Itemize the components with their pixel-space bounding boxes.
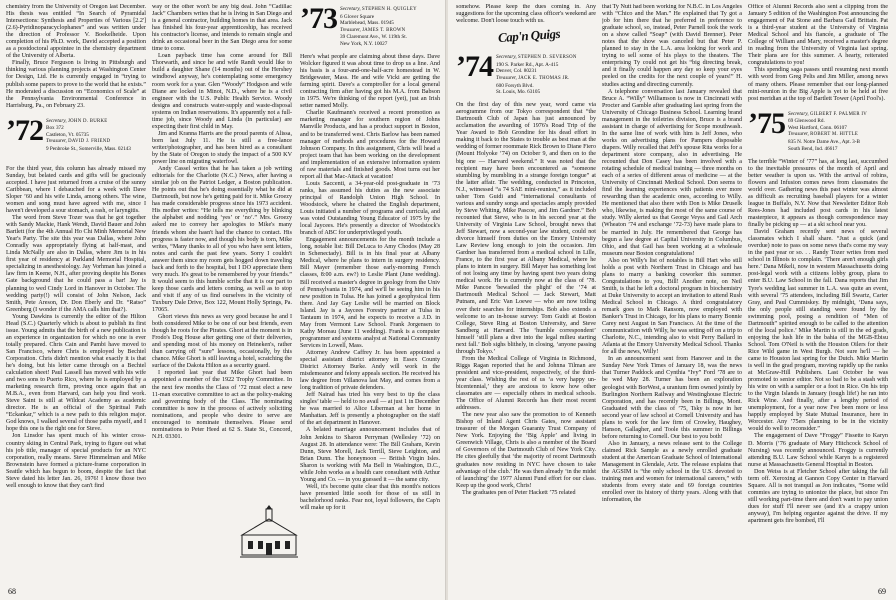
column-4	[456, 4, 596, 497]
secretary-address-1: 6 Glover Square	[340, 13, 374, 20]
treasurer-address-1: 835 N. Notre Dame Ave., Apt. 3-B	[788, 139, 860, 146]
treasurer-address-2: New York, N.Y. 10027	[340, 40, 388, 47]
paragraph: The word from Steve Tozer was that he got together with Sandy Mackie, Hank Wendt, David Bauer and John Bartlett (for the 4th Annual Ho Chi Minh Memorial New Year's Party. The site this year was Dallas, where John Conradly was appropriately flying at half-mast, and Linda McNally are also in Dallas, where Jim is in his first year of residency at Parkland Memorial Hospital, specializing in anesthesiology. Jay Vorhman has joined a law firm in Keene, N.H., after proving despite his Bones Gate background that he could pass a bar! Jay is planning to wed Cindy Lord in Hanover in October. The wedding party(!) will consist of John Nelson, Jack Smith, Pete Areson, Dr. Don Eberly and Dr. “Ratso” Greenberg (I wonder if the AMA calls him that?).	[6, 215, 146, 313]
secretary-label: Secretary,	[788, 110, 809, 117]
paragraph: chemistry from the University of Oregon last December. His thesis was entitled “In Search of Pyramidal Intersections: Synthesis and Properties of Various [2.2'] (2.6)-Pyridinoparacyclophanes” and was written under the direction of Professor V. Boekelheide. Upon completion of his Ph.D. work, David accepted a position as a postdoctoral appointee in the chemistry department of the University of Alberta.	[6, 4, 146, 60]
paragraph: Jeff Nairad has tried his very best to tip the class singles’ table — held to no avail — at just 1 in December he was married to Alice Liberman at her home in Manhattan. Jeff is presently a photographer on the staff of the art department in Hanover.	[300, 392, 440, 427]
treasurer-label: Treasurer,	[340, 26, 361, 33]
paragraph: This spending saga passes until resuming next month with word from Greg Pelts and Jim Miller, among news of many others. Please remember that our long-planned mini-reunion in the Big Apple is yet to be held at five post meridian at the top of Bartlett Tower (April Fool's).	[748, 67, 888, 102]
paragraph: Well, it's become quite clear that this month's notices have presented little sooth for those of us still in bachelorhood ranks. Fear not, loyal followers, the Cap'n will make up for it	[300, 483, 440, 511]
treasurer-label: Treasurer,	[46, 138, 67, 145]
paragraph: Don Weiss is at Fletcher School after taking the fall term off. Xeroxing at Gannon Copy Center in Harvard Square. All is not tranquil as Jon indicates, “Some wild commies are trying to unionize the place, but since I'm still working part-time there and don't want to pay union dues for stuff I'll never see (and it's a crappy union anyway), I'm helping organize against the drive. If my apartment gets fire bombed, I'll	[748, 468, 888, 525]
paragraph: On the first day of this new year, word came via aerogramme from our Tokyo correspondent that “the Dartmouth Club of Japan has just announced by acclamation the awarding of 1976's Road Trip of the Year Award to Bob Grondine for his dead effort in making it back to the States to trouble as best man at the wedding of former roommate Rick Brown to Diane Fiero (Mount Holyoke ’74) on October 9, and then on to the big one — Harvard weekend.” It was noted that the recipient may have been encountered as “someone stumbling by mumbling in a strange foreign tongue” at the latter affair. The wedding, conducted in Princeton, N.J., witnessed “a 74 SAE mini-reunion,” as it included usher Tom Guidi and “international consultants of various and sundry songs and spectacles amply provided by Steve Whiting, Mike Pascoe, and Jim Gardner.” Bob recounted that Steve, who is in his second year at the University of Virginia Law School, brought news that Jeff Stewart, now a second-year law student, could not divorce himself from duties on the Emory University Law Review long enough to join the occasion. Jim Gardner has transferred from a medical school in Lille, France, to the first year at Albany Medical, where he plans to intern in surgery. Bill Mayer has something lost of not losing any time by having spent two years doing medical work. He is currently now at the class of ’78. Mike Pancoe 'bewailed the plight' of the ’74 at Dartmouth Medical School — Jack Stewart, Matt Putnam, and Eric Van Loewe — who are now toiling over their searches for internships. Bob also extends a welcome to an in-house survey: Tom Guidi at Boston College, Steve Ring at Boston University, and Steve Sandberg at Harvard. The ‘humble correspondent’ himself ‘still plans a dive into the legal milieu starting next fall.’ Bob sighs blithely, in closing, ‘anyone passing through Tokyo.’	[456, 102, 596, 355]
treasurer-address-2: South Bend, Ind. 46617	[788, 145, 838, 152]
treasurer-label: Treasurer,	[788, 131, 809, 138]
treasurer-address-1: 600 Forsyth Blvd.	[496, 82, 534, 89]
column-3	[300, 4, 440, 512]
paragraph: In an announcement sent from Hanover and in the Sunday New York Times of January 18, was the news that Turner Paddock and Cynthia “Ivy” Ford ’78 are to be wed May 28. Turner has been an exploration geologist with BorWest, a uranium firm owned jointly by Burlington Northern Railway and Westinghouse Electric Corporation, and has recently been in Billings, Mont. Graduated with the class of ’75, Tsky is now in her second year of law school at Cornell University and has plans to work for the law firm of Crowley, Haughey, Hanson, Gallagher, and Toole this summer in Billings before returning to Cornell. Our best to you both!	[602, 356, 742, 440]
secretary-block	[496, 54, 577, 96]
right-page	[448, 0, 896, 600]
signature: Cap'n Quigs	[497, 25, 561, 46]
treasurer-name: JAMES T. BROWN	[362, 27, 406, 33]
paragraph: I reported last year that Mike Ghort had been appointed a member of the 1922 Trophy Committee. In the next few months the Class of ’72 must elect a new 11-man executive committee to act as the policy-making and governing body of the Class. The nominating committee is now in the process of actively soliciting nominations, and people who desire to serve are encouraged to nominate themselves. Please send nominations to Peter Heed at 62 S. State St., Concord, N.H. 03301.	[152, 370, 292, 440]
secretary-name: JOHN D. BURKE	[68, 118, 108, 124]
paragraph: Charlie Kaufmann's received a recent promotion as marketing manager for southern region of Johns Manville Products, and has a product support in Boston, and to be transferred west. Chris Barlow has been named manager of methods and procedures for the Howard Johnson Company. In this assignment, Chris will head a project team that has been working on the development and implementation of an extensive information system of raw materials and finished goods. Most turns out her report all that Mac-Attack at vacation!	[300, 110, 440, 180]
class-header-73	[300, 4, 440, 48]
paragraph: Young Dawkins is currently the editor of the Hilton Head (S.C.) Quarterly which is about to publish its first issue. Young admits that the birth of a new publication is an experience in organization for which no one is ever totally prepared. Chris Cain and Pambi have moved to San Francisco, where Chris is employed by Bechtel Corporation. Chris didn't mention what exactly it is that he's doing, but his letter came through on a Bechtel calculation sheet! Paul Lassell has moved with his wife and two sons to Puerto Rico, where he is employed by a marketing research firm, proving once again that an M.B.A., even from Harvard, can help you find work. Steve Saint is still at Wildcat Academy as academic director. He is an official of the Spiritual Path “Eckankar,” which is a new path to this religion major. God knows, I walked several of those paths myself, and I hope this one is the right one for Steve.	[6, 313, 146, 433]
paragraph: that Ty Nutt had been working for N.B.C. in Los Angeles with “Chico and the Man.” He explained that Ty got a job for him there that he preferred in preference to graduate school, so, instead, Peter Parnell took the work on a show called “Soap” (with David Brenner). Peter notes that the show was canceled but that Peter P. planned to stay in the L.A. area looking for work and trying to sell some of his plays to the theaters. The enterprising Ty could not get his “big directing break, and it finally could happen any day so keep your eyes peeled on the credits for the next couple of years!” H. studies acting and directing currently.	[602, 4, 742, 88]
secretary-block	[340, 6, 417, 48]
paragraph: Ghort views this news as very good because he and I both considered Mike to be one of our best friends, even though he roots for the Pirates. Ghort at the moment is in Frodo's Dog House after getting one of their deliveries, and spending most of his money on Heineken's, rather than carrying off “sure” lessons, occasionally, by this chance. Mike Ghort is still leaving a hotel, scratching the surface of the Dakota Hilton as a security guard.	[152, 314, 292, 370]
treasurer-address: 9 Penbroke St., Somerville, Mass. 02143	[46, 146, 131, 153]
treasurer-address-2: St. Louis, Mo. 63105	[496, 89, 541, 96]
secretary-label: Secretary,	[46, 117, 67, 124]
secretary-address-1: 190 S. Parker Rd., Apt. A-415	[496, 61, 559, 68]
class-year: ’75	[748, 106, 785, 140]
secretary-address-1: 69 Glenwood Rd.	[788, 118, 825, 125]
paragraph: The graduates pen of Peter Hackett ’75 related	[462, 489, 576, 496]
secretary-address-2: Denver, Col. 80231	[496, 68, 537, 75]
paragraph: Also in January, a news release sent to the College claimed Rick Sample as a newly enrolled graduate student at the American Graduate School of International Management in Glendale, Ariz. The release explains that the AGSIM is “the only school in the U.S. devoted to training men and women for international careers,” with students from every state and 69 foreign countries enrolled over its history of thirty years. Along with that information, the	[602, 440, 742, 504]
paragraph: The engagement of Dave “Froggy” Fissette to Karyn D. Morris (’76 graduate of Mary Hitchcock School of Nursing) was recently announced. Froggy is currently attending B.U. Law School while Karyn is a registered nurse at Massachusetts General Hospital in Boston.	[748, 433, 888, 468]
secretary-label: Secretary,	[496, 54, 517, 61]
paragraph: A belated marriage announcement includes that of John Jenkins to Sharon Perryman (Wellesley ’72) on August 28. In attendance were: The Bill Graham, Kevin Dunn, Steve Morell, Jack Terrill, Steve Leighton, and Brian Dunn. The honeymoon — British Virgin Isles. Sharon is working with Ma Bell in Washington, D.C., while John works as a health care consultant with Arthur Young and Co. — in you guessed it — the same city.	[300, 427, 440, 483]
secretary-block	[788, 111, 867, 153]
treasurer-address-1: 39 Claremont Ave., W. 119th St.	[340, 34, 408, 41]
class-year: ’72	[6, 113, 43, 147]
page-number: 69	[878, 587, 886, 596]
paragraph: From the Medical College of Virginia in Richmond, Riggs Ragan reported that he and Johnna Tilman are president and vice-president, respectively, of the third-year class. Wishing the rest of us ‘a very happy un-bicentennial,’ they are anxious to know how other classmates are — especially others in medical schools. The Office of Alumni Records has their most recent addresses.	[456, 355, 596, 412]
paragraph: Attorney Andrew Caffrey Jr. has been appointed a special assistant district attorney in Essex County District Attorney Burke. Andy will work in the misdemeanor and felony appeals section. He received his law degree from Villanova last May, and comes from a long tradition of private defenders.	[300, 349, 440, 392]
column-5	[602, 4, 742, 504]
secretary-name: STEPHEN H. QUIGLEY	[362, 7, 417, 12]
secretary-address-1: Box 372	[46, 125, 64, 132]
class-header-75	[748, 106, 888, 153]
class-header-72	[6, 113, 146, 160]
paragraph: Also on Willy's list of notables is Bill Hart who still holds a post with Northern Trust in Chicago and has plans to marry a banking coworker this summer. Congratulations to you, Bill! Another note, on Neil Smith, is that he left a doctoral program in biochemistry at Duke University to accept an invitation to attend Rush Medical School in Chicago. A third congratulatory remark goes to Mark Ransom, now employed with Banker's Trust in Chicago, for his plans to marry Bonnie Carey next August in San Francisco. At the time of the communication with Willy, he was setting off on a trip to Charlotte, N.C., intending also to visit Perry Ballard in Atlanta at the Emory University Medical School. Thanks for all the news, Willy!	[602, 257, 742, 356]
paragraph: Andy Cassel writes that he has taken a job writing editorials for the Charlotte (N.C.) News, after having a similar job on the Patriot Ledger, a Boston publication. He points out that he's doing essentially what he did at Dartmouth, but now he's getting paid for it. Mike Groezy has made considerable progress since his 1973 accident. His mother writes: “He tells me everything by blinking the alphabet and nodding ‘yes’ or ‘no’.” Mrs. Groezy asked me to convey her apologies to Mike's many friends whom she hasn't had the chance to contact. His progress is faster now, and though his body is torn, Mike writes, “Many thanks to all of you who have sent letters, notes and cards the past few years. Sorry I couldn't answer them since my room gets hogged down traveling back and forth to the hospital, but I DO appreciate them very much. It's great to be remembered by your friends.” It would seem to this humble scribe that it is our part to keep those cards and letters coming, as well as to stop and visit if any of us find ourselves in the vicinity of Tuxbury Dale Drive, Box 122, Mount Holly Springs, Pa. 17065.	[152, 166, 292, 314]
secretary-name: GILBERT F. PALMER IV	[810, 111, 868, 117]
paragraph: way or the other won't be any big deal. John “Cadillac Jack” Chambers writes that he is living in San Diego and is a general contractor, building homes in that area. Jack has finished his four-year apprenticeship, has received his contractor's license, and intends to remain single and drink an occasional beer in the San Diego area for some time to come.	[152, 4, 292, 53]
paragraph: Finally, Bruce Ferguson is living in Pittsburgh and thinking various planning projects at Washington Center for Design, Ltd. He is currently engaged in “trying to publish some papers to prove to the world that he exists.” He moderated a discussion on “Economics of Scale” at the Pennsylvania Environmental Conference in Harrisburg, Pa., on February 23.	[6, 60, 146, 109]
paragraph: Jim and Kranna Harris are the proud parents of Alissa, born last July 11. He is still a free-lance writer/photographer, and has been hired as a consultant by the State of Oregon to study the impact of a 500 KV power line on migrating waterfowl.	[152, 130, 292, 166]
class-year: ’73	[300, 4, 337, 35]
secretary-address-2: West Hartford, Conn. 06107	[788, 124, 847, 131]
paragraph: The new year also saw the promotion to of Kenneth Bishop of Inland Agent Chris Gates, now assistant treasurer of the Morgan Guaranty Trust Company of New York. Enjoying the ‘Big Apple’ and living in Greenwich Village, Chris is also a member of the Board of Governors of the Dartmouth Club of New York City. He cites gleefully that ‘the majority of recent Dartmouth graduates now residing in NYC have chosen to take advantage of the club.’ He was then already ‘in the midst of launching’ the 1977 Alumni Fund effort for our class. Keep up the good work, Chris!	[456, 412, 596, 489]
paragraph: Jon Linsdor has spent much of his winter cross-country skiing in Central Park, trying to figure out what his job title, manager of special products for an NYC corporation, really means. Steve Himmelman and Mike Brownstein have formed a picture-frame corporation in Seattle which has begun to boom, despite the fact that Steve dated his letter Jan. 26, 1976! I know those two well enough to know that they can't find	[6, 433, 146, 489]
paragraph: somehow. Please keep the dues coming in. Any suggestions for the upcoming class officer's weekend are welcome. Don't loose touch with us.	[456, 4, 596, 25]
column-6	[748, 4, 888, 525]
paragraph: Louis Saccenti, a 34-year-old post-graduate in ’73 ranks, has assumed his duties as the new associate principal of Randolph Union High School. In Woodstock, where he chaired the English department, Louis initiated a number of programs and curricula, and was voted Outstanding Young Educator of 1975 by the local Jaycees. He's presently a director of Woodstock's branch of ABC for underprivileged youth.	[300, 180, 440, 237]
left-page	[0, 0, 446, 600]
secretary-block	[46, 118, 131, 153]
secretary-label: Secretary,	[340, 6, 361, 12]
secretary-address-2: Castleton, Vt. 05735	[46, 131, 89, 138]
paragraph: Here's what people are claiming about these days. Dave Wolcker figured it was about time to drop us a line. And his basis is a four-and-one-half-acre homestead in W. Bridgewater, Mass. He and wife Vicki are getting the farming spirit. Dave's a comptroller for a local general contracting firm after having got his M.A. from Babson in 1975. We're thinking of the report (yet), just an Irish setter named Molly.	[300, 54, 440, 110]
paragraph: The terrible “Winter of ’77” has, at long last, succumbed to the inevitable pressures of the month of April and better weather is upon us. With the arrival of robins, flowers and Infusion comes news from classmates the world over. Gathering news this past winter was almost as difficult as recruiting baseball players for a winter league in Buffalo, N.Y. Now that Newsletter Editor Rob Rees-Jones had included post cards in his latest masterpiece, it appears as though correspondence may finally be picking up — at a ski school near you.	[748, 158, 888, 229]
class-header-74	[456, 52, 596, 96]
paragraph: David Graham recently sent news of several classmates which I shall share. “Just a quick (and overdue) note to pass on some news that's come my way in the past year or so. . . Randy Tozer writes from med school in Illinois to complain. ‘There aren't enough girls here.’ Dana Mikeli, now in western Massachusetts doing post-legal work with a citizens lobby group, plans to enter B.U. Law School in the fall. Dana reports that Jim Tyre's wedding last summer in L.A. was quite an event, with several ’75 attendees, including Bill Swartz, Carter Gray, and Paul Cummiskey. By midnight, ‘Dana says, the only people still standing were found by the swimming pool, posing a rendition of “Men of Dartmouth” spirited enough to be called to the attention of the local police.’ Mike Martin is still in the ed grads, enjoying the lush life in the bahia of the MGB-Ebisu School. Tom O'Neil is with the Houston Oilers for their Rice Wild game in West Burgh. Not sure he'll — he came to Houston last spring for the Dutch. Mike Martin is well in the grad program, moving rapidly up the ranks at McGraw-Hill Publishers. Last October he was promoted to senior editor. Not so bad to be a stash with his wire on with a sampler or a foot in Rice. On his trip to the Virgin Islands in January (tough life!) he ran into Rick Wine. And finally, after a lengthy period of unemployment, for a year now I've been more or less happily employed by State Mutual Insurance, here in Worcester. Any ’75ers planning to be in the vicinity would do well to reconsider.”	[748, 229, 888, 433]
paragraph: For the third year, this column has already missed my Sunday, but belated cards and gifts will be graciously accepted. I have just returned from a cruise of the sunny Caribbean, where I debauched for a week with Dave Sloper ’60 and his wife Linda, among others. The wine, women and song must have agreed with me, since I haven't developed a sour stomach, a rash, or laryngitis.	[6, 165, 146, 214]
paragraph: Office of Alumni Records also sent a clipping from the January 5 edition of the Washington Post announcing the engagement of Pat Stone and Barbara Gail Brittain. Pat is a third-year student at the University of Virginia Medical School and his fiancée, a graduate of The College of William and Mary, received a master's degree in reading from the University of Virginia last spring. Their plans are for this summer. A hearty, reiterated congratulations to you!	[748, 4, 888, 67]
secretary-address-2: Marblehead, Mass. 01945	[340, 20, 394, 27]
secretary-name: STEPHEN D. SEVERSON	[518, 55, 577, 61]
treasurer-name: ROBERT M. HITTLE	[810, 132, 859, 138]
paragraph: Loan payback time has come around for Bill Thorwarth, and since he and wife Randi would like to build a daughter Shane (14 months) out of the Hershey windbowl anyway, he's contemplating some emergency room work for a year. Glen “Woody” Hodgson and wife Diane are locked in Minot, N.D., where he is a civil engineer with the U.S. Public Health Service. Woody designs and constructs water-supply and waste-disposal systems on Indian reservations. It's apparently not a full-time job, since Woody and Linda (in particular) are expecting their first child in May.	[152, 53, 292, 130]
building-illustration	[240, 505, 298, 559]
paragraph: Engagement announcements for the month include a long, notable list: Bill DeLuca to Amy Chodos (May 28 in Schenectady). Bill is in his final year at Albany Medical, where he plans to intern in surgery residency. Bill Mayer (remember those early-morning French classes, 8:00 a.m. ew?) to Leslie Plant (June wedding). Bill received a master's degree in geology from the Univ of Pennsylvania in 1974, and we'll be seeing him in his new position in Tulsa. He has joined a geophysical firm there. And Jay Gay Leslie will be married on Block Island. Jay is a Jaycees Forestry partner at Tulsa in Tantaum in 1974, and he expects to receive a J.D. in May from Vermont Law School. Frank Jorgensen to Kathy Moreau (June 11 wedding). Frank is a computer programmer and systems analyst at National Community Services in Lowell, Mass.	[300, 237, 440, 349]
treasurer-label: Treasurer,	[496, 74, 517, 81]
paragraph: A telephone conversation last January revealed that Bruce A. “Willy” Williamson is now in Cincinnati with Procter and Gamble after graduating last spring from the University of Chicago Business School. Learning brand management in the toiletries division, Bruce is a brand assistant in charge of advertising for Scope mouthwash. In the same line of work with him is Jeff Jones, who works on advertising plans for Pampers disposable diapers. Willy recalled that Jeff's spouse Rita works for a department store company, also in advertising. He recounted that Don Casey has been involved with a rotating schedule of medical training — three months on each of a series of different areas of medicine — at the University of Cincinnati Medical School. Don seems to find the learning experiences with patients ever more rewarding than the academic ones, according to Willy. He mentioned that also there with Don is Mike Druselk who, likewise, is making the most of the same course of study. Willy alerted us that George Veyss and Gail Arch (Wheaton ’74 and exchange ’72-73) have made plans to be married in July. He remembered that George has begun a law degree at Capital University in Columbus, Ohio, and that Gail has been working at a wholesale museum near Boston congratulations!	[602, 88, 742, 257]
treasurer-name: DAVID J. FRIEND	[68, 139, 111, 145]
column-2	[152, 4, 292, 504]
column-1	[6, 4, 146, 490]
treasurer-name: JACK E. THOMAS JR.	[518, 75, 570, 81]
page-number: 68	[8, 587, 16, 596]
class-year: ’74	[456, 50, 493, 84]
